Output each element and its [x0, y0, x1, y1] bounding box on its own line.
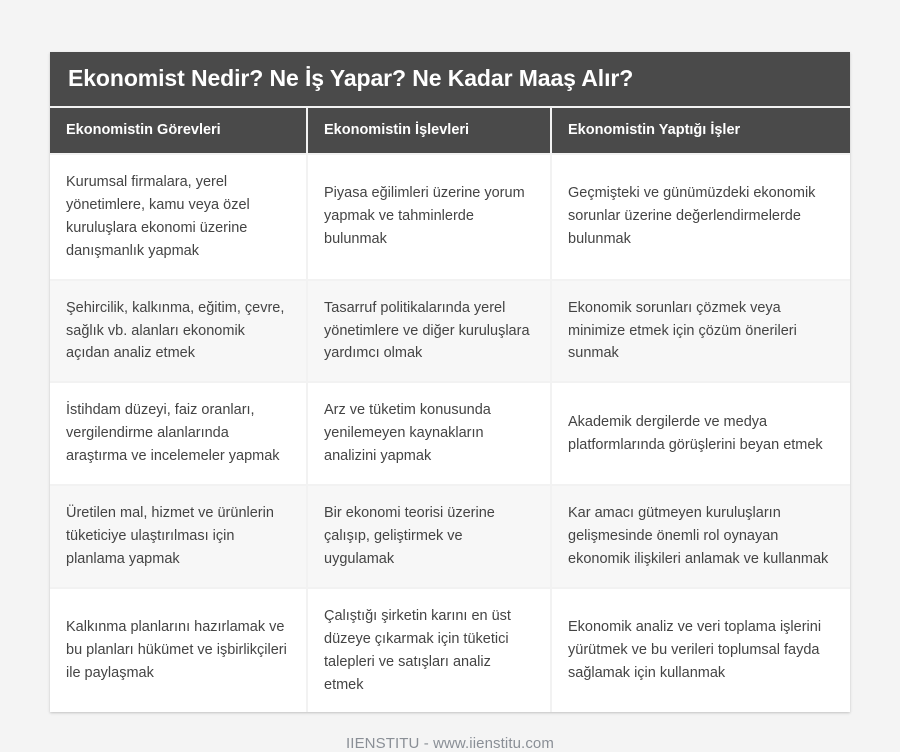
- table-body: [50, 154, 850, 712]
- table-cell: Ekonomik analiz ve veri toplama işlerini yürütmek ve bu verileri toplumsal fayda sağlamak için kullanmak: [551, 588, 850, 713]
- info-card: [50, 52, 850, 712]
- table-cell: Akademik dergilerde ve medya platformlarında görüşlerini beyan etmek: [551, 382, 850, 485]
- column-header-yaptigi-isler: Ekonomistin Yaptığı İşler: [551, 107, 850, 154]
- table-cell: Piyasa eğilimleri üzerine yorum yapmak ve tahminlerde bulunmak: [307, 154, 551, 280]
- column-header-islevleri: Ekonomistin İşlevleri: [307, 107, 551, 154]
- table-header-row: [50, 107, 850, 154]
- table-cell: İstihdam düzeyi, faiz oranları, vergilendirme alanlarında araştırma ve incelemeler yapmak: [50, 382, 307, 485]
- comparison-table: [50, 106, 850, 712]
- table-cell: Kalkınma planlarını hazırlamak ve bu planları hükümet ve işbirlikçileri ile paylaşmak: [50, 588, 307, 713]
- table-cell: Geçmişteki ve günümüzdeki ekonomik sorunlar üzerine değerlendirmelerde bulunmak: [551, 154, 850, 280]
- table-cell: Şehircilik, kalkınma, eğitim, çevre, sağlık vb. alanları ekonomik açıdan analiz etmek: [50, 280, 307, 383]
- table-row: [50, 280, 850, 383]
- page-title: Ekonomist Nedir? Ne İş Yapar? Ne Kadar Maaş Alır?: [68, 65, 634, 92]
- table-cell: Bir ekonomi teorisi üzerine çalışıp, geliştirmek ve uygulamak: [307, 485, 551, 588]
- card-title-bar: [50, 52, 850, 106]
- footer-attribution: IIENSTITU - www.iienstitu.com: [346, 735, 554, 752]
- table-cell: Kar amacı gütmeyen kuruluşların gelişmesinde önemli rol oynayan ekonomik ilişkileri anlamak ve kullanmak: [551, 485, 850, 588]
- table-cell: Arz ve tüketim konusunda yenilemeyen kaynakların analizini yapmak: [307, 382, 551, 485]
- table-row: [50, 588, 850, 713]
- table-cell: Çalıştığı şirketin karını en üst düzeye çıkarmak için tüketici talepleri ve satışları analiz etmek: [307, 588, 551, 713]
- table-cell: Üretilen mal, hizmet ve ürünlerin tüketiciye ulaştırılması için planlama yapmak: [50, 485, 307, 588]
- table-cell: Kurumsal firmalara, yerel yönetimlere, kamu veya özel kuruluşlara ekonomi üzerine danışmanlık yapmak: [50, 154, 307, 280]
- table-row: [50, 154, 850, 280]
- table-cell: Ekonomik sorunları çözmek veya minimize etmek için çözüm önerileri sunmak: [551, 280, 850, 383]
- table-row: [50, 485, 850, 588]
- table-header: [50, 107, 850, 154]
- column-header-gorevleri: Ekonomistin Görevleri: [50, 107, 307, 154]
- table-row: [50, 382, 850, 485]
- table-cell: Tasarruf politikalarında yerel yönetimlere ve diğer kuruluşlara yardımcı olmak: [307, 280, 551, 383]
